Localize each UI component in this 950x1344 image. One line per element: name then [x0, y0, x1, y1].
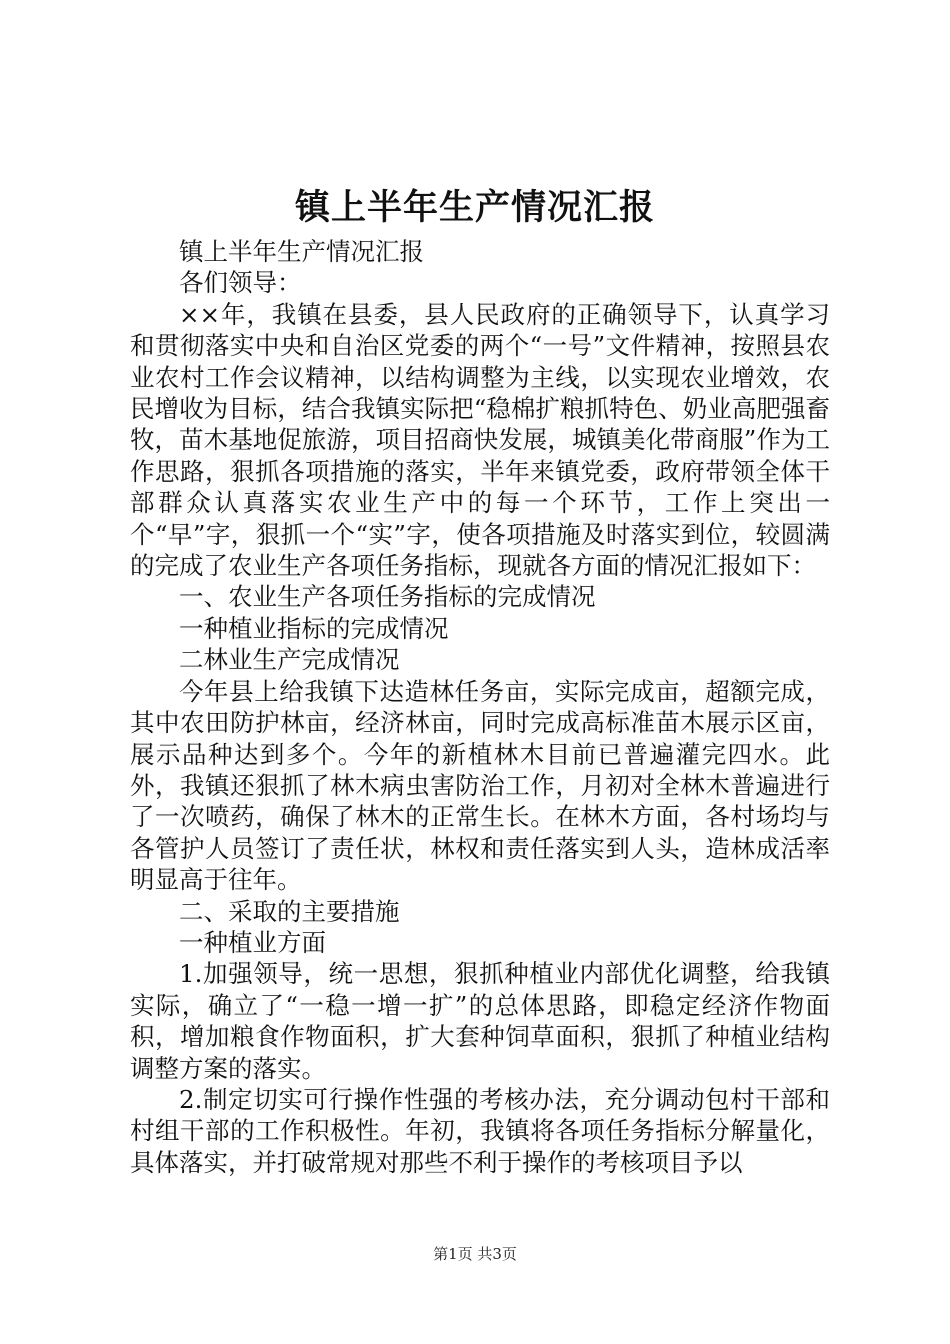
document-body: [130, 236, 830, 1178]
subsection-heading-planting: 一种植业指标的完成情况: [179, 613, 449, 643]
subsection-heading-forestry: 二林业生产完成情况: [179, 645, 400, 675]
section-heading-2: 二、采取的主要措施: [179, 896, 400, 926]
paragraph-heading-repeat: 镇上半年生产情况汇报: [179, 237, 424, 266]
paragraph-forestry: 今年县上给我镇下达造林任务亩，实际完成亩，超额完成，其中农田防护林亩，经济林亩，同时完成高标准苗木展示区亩，展示品种达到多个。今年的新植林木目前已普遍灌完四水。此外，我镇还狠抓了林木病虫害防治工作，月初对全林木普遍进行了一次喷药，确保了林木的正常生长。在林木方面，各村场均与各管护人员签订了责任状，林权和责任落实到人头，造林成活率明显高于往年。: [130, 676, 830, 895]
page-footer: 第1页 共3页: [433, 1245, 517, 1263]
paragraph-measure-1: 1.加强领导，统一思想，狠抓种植业内部优化调整，给我镇实际，确立了“一稳一增一扩”的总体思路，即稳定经济作物面积，增加粮食作物面积，扩大套种饲草面积，狠抓了种植业结构调整方案的落实。: [130, 959, 830, 1083]
document-title: 镇上半年生产情况汇报: [294, 187, 655, 228]
section-heading-1: 一、农业生产各项任务指标的完成情况: [179, 582, 596, 612]
paragraph-intro: ××年，我镇在县委，县人民政府的正确领导下，认真学习和贯彻落实中央和自治区党委的两个“一号”文件精神，按照县农业农村工作会议精神，以结构调整为主线，以实现农业增效，农民增收为目标，结合我镇实际把“稳棉扩粮抓特色、奶业高肥强畜牧，苗木基地促旅游，项目招商快发展，城镇美化带商服”作为工作思路，狠抓各项措施的落实，半年来镇党委，政府带领全体干部群众认真落实农业生产中的每一个环节，工作上突出一个“早”字，狠抓一个“实”字，使各项措施及时落实到位，较圆满的完成了农业生产各项任务指标，现就各方面的情况汇报如下：: [130, 299, 830, 581]
paragraph-measure-2: 2.制定切实可行操作性强的考核办法，充分调动包村干部和村组干部的工作积极性。年初，我镇将各项任务指标分解量化，具体落实，并打破常规对那些不利于操作的考核项目予以: [130, 1084, 830, 1177]
paragraph-salutation: 各们领导：: [179, 268, 302, 298]
subsection-heading-planting-measures: 一种植业方面: [179, 927, 326, 957]
